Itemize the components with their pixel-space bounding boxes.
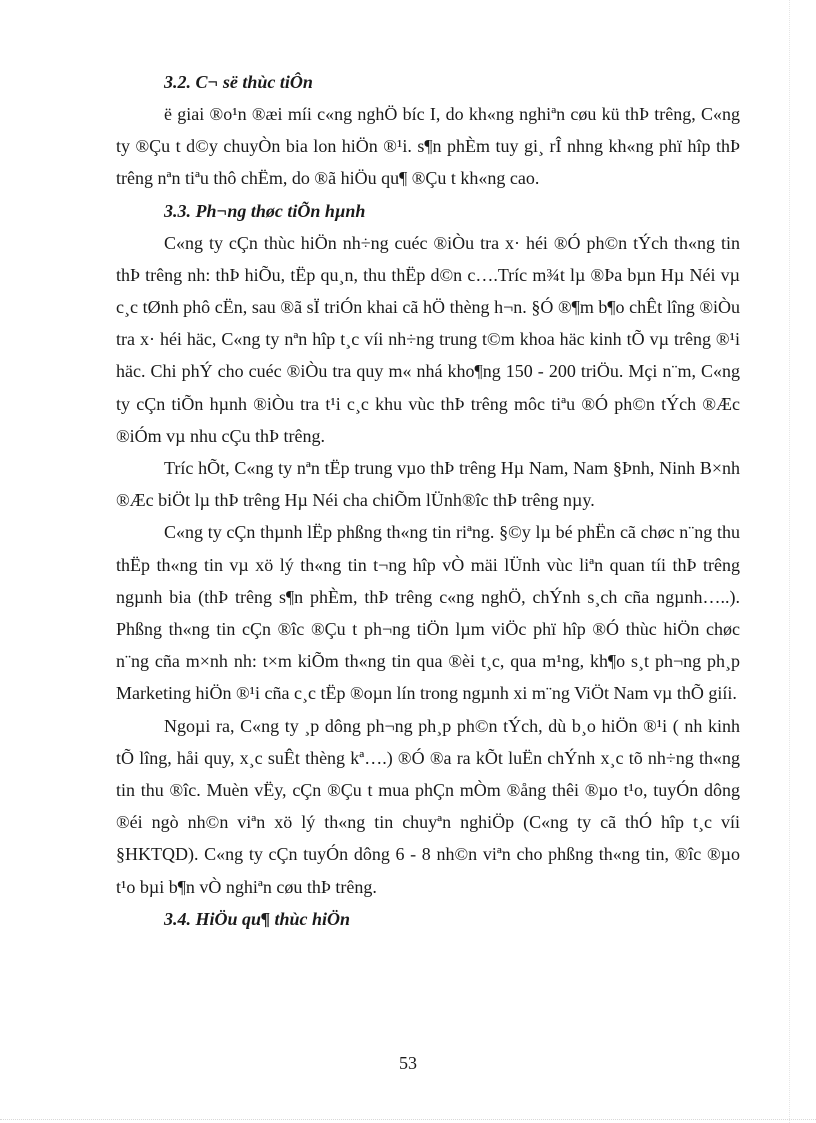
page-bottom-border (0, 1119, 816, 1120)
paragraph: C«ng ty cÇn thùc hiÖn nh÷ng cuéc ®iÒu tra x· héi ®Ó ph©n tÝch th«ng tin thÞ trêng nh: thÞ hiÕu, tËp qu¸n, thu thËp d©n c….Tríc m¾t lµ ®Þa bµn Hµ Néi vµ c¸c tØnh phô cËn, sau ®ã sÏ triÓn khai cã hÖ thèng h¬n. §Ó ®¶m b¶o chÊt lîng ®iÒu tra x· héi häc, C«ng ty nªn hîp t¸c víi nh÷ng trung t©m khoa häc kinh tÕ vµ trêng ®¹i häc. Chi phÝ cho cuéc ®iÒu tra quy m« nhá kho¶ng 150 - 200 triÖu. Mçi n¨m, C«ng ty cÇn tiÕn hµnh ®iÒu tra t¹i c¸c khu vùc thÞ trêng môc tiªu ®Ó ph©n tÝch ®Æc ®iÓm vµ nhu cÇu thÞ trêng. (116, 232, 740, 446)
page-number: 53 (399, 1053, 417, 1073)
paragraph: Tríc hÕt, C«ng ty nªn tËp trung vµo thÞ trêng Hµ Nam, Nam §Þnh, Ninh B×nh ®Æc biÖt lµ thÞ trêng Hµ Néi cha chiÕm lÜnh®îc thÞ trêng nµy. (116, 458, 740, 511)
paragraph: C«ng ty cÇn thµnh lËp phßng th«ng tin riªng. §©y lµ bé phËn cã chøc n¨ng thu thËp th«ng tin vµ xö lý th«ng tin t¬ng hîp vÒ mäi lÜnh vùc liªn quan tíi thÞ trêng ngµnh bia (thÞ trêng s¶n phÈm, thÞ trêng c«ng nghÖ, chÝnh s¸ch cña ngµnh…..). Phßng th«ng tin cÇn ®îc ®Çu t ph¬ng tiÖn lµm viÖc phï hîp ®Ó thùc hiÖn chøc n¨ng cña m×nh nh: t×m kiÕm th«ng tin qua ®èi t¸c, qua m¹ng, kh¶o s¸t ph¬ng ph¸p Marketing hiÖn ®¹i cña c¸c tËp ®oµn lín trong ngµnh xi m¨ng ViÖt Nam vµ thÕ giíi. (116, 522, 740, 704)
document-page (116, 66, 740, 935)
section-heading-3-4: 3.4. HiÖu qu¶ thùc hiÖn (164, 908, 351, 929)
page-right-border (789, 0, 790, 1123)
paragraph: ë giai ®o¹n ®æi míi c«ng nghÖ bíc I, do kh«ng nghiªn cøu kü thÞ trêng, C«ng ty ®Çu t d©y chuyÒn bia lon hiÖn ®¹i. s¶n phÈm tuy gi¸ rÎ nhng kh«ng phï hîp thÞ trêng nªn tiªu thô chËm, do ®ã hiÖu qu¶ ®Çu t kh«ng cao. (116, 104, 740, 189)
paragraph: Ngoµi ra, C«ng ty ¸p dông ph¬ng ph¸p ph©n tÝch, dù b¸o hiÖn ®¹i ( nh kinh tÕ lîng, håi quy, x¸c suÊt thèng kª….) ®Ó ®a ra kÕt luËn chÝnh x¸c tõ nh÷ng th«ng tin thu ®îc. Muèn vËy, cÇn ®Çu t mua phÇn mÒm ®ång thêi ®µo t¹o, tuyÓn dông ®éi ngò nh©n viªn xö lý th«ng tin chuyªn nghiÖp (C«ng ty cã thÓ hîp t¸c víi §HKTQD). C«ng ty cÇn tuyÓn dông 6 - 8 nh©n viªn cho phßng th«ng tin, ®îc ®µo t¹o bµi b¶n vÒ nghiªn cøu thÞ trêng. (116, 715, 740, 897)
section-heading-3-3: 3.3. Ph¬ng thøc tiÕn hµnh (164, 200, 366, 221)
section-heading-3-2: 3.2. C¬ së thùc tiÔn (164, 72, 313, 92)
